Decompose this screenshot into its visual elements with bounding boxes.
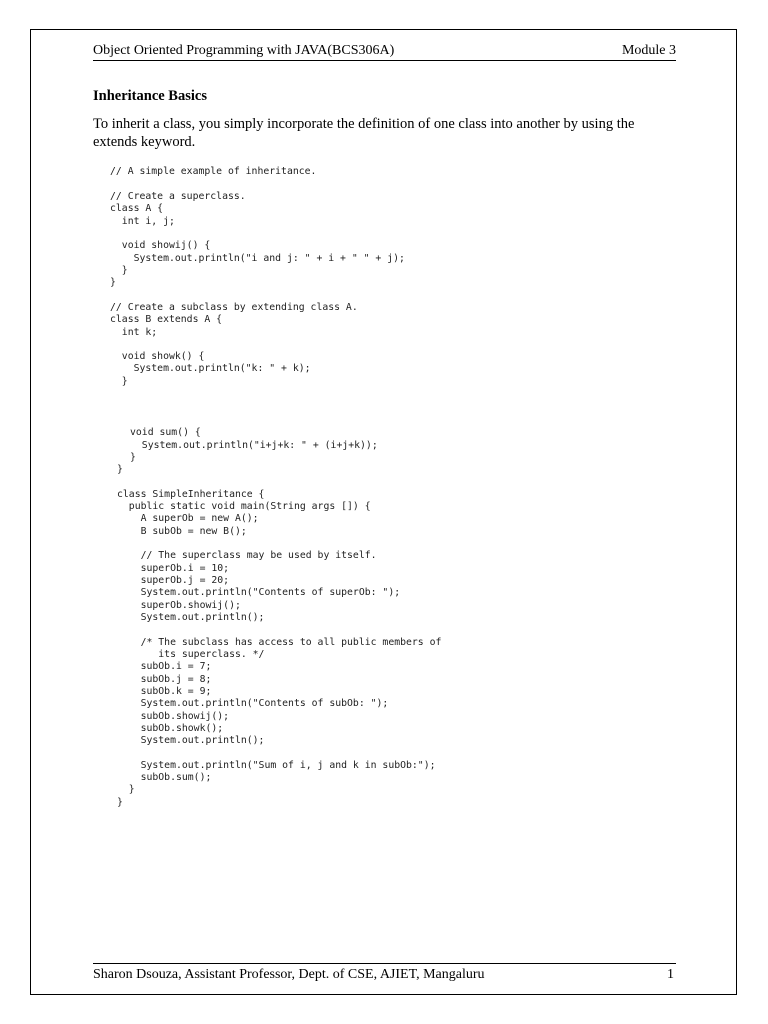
- code-line: }: [110, 277, 116, 288]
- code-line: // Create a subclass by extending class A.: [110, 302, 358, 313]
- author-credit: Sharon Dsouza, Assistant Professor, Dept. of CSE, AJIET, Mangaluru: [93, 967, 485, 982]
- intro-paragraph: [93, 115, 693, 151]
- code-line: System.out.println("Contents of subOb: ");: [117, 698, 389, 709]
- code-line: superOb.j = 20;: [117, 575, 230, 586]
- page-header: [93, 42, 676, 61]
- paragraph-line: extends keyword.: [93, 134, 196, 150]
- section-heading: Inheritance Basics: [93, 88, 207, 104]
- code-line: subOb.sum();: [117, 772, 212, 783]
- code-line: void showij() {: [110, 240, 211, 251]
- code-line: subOb.i = 7;: [117, 661, 212, 672]
- code-line: // A simple example of inheritance.: [110, 166, 317, 177]
- code-line: // The superclass may be used by itself.: [117, 550, 377, 561]
- code-line: System.out.println();: [117, 735, 265, 746]
- code-line: }: [110, 265, 128, 276]
- code-line: }: [117, 797, 123, 808]
- page-footer: [93, 963, 676, 984]
- code-line: B subOb = new B();: [117, 526, 247, 537]
- code-line: superOb.showij();: [117, 600, 241, 611]
- code-line: class A {: [110, 203, 164, 214]
- code-line: int i, j;: [110, 216, 175, 227]
- course-title: Object Oriented Programming with JAVA(BCS306A): [93, 43, 395, 58]
- code-line: subOb.k = 9;: [117, 686, 212, 697]
- page-number: 1: [667, 967, 674, 982]
- module-label: Module 3: [621, 43, 676, 58]
- code-line: its superclass. */: [117, 649, 265, 660]
- code-line: subOb.j = 8;: [117, 674, 212, 685]
- code-line: class B extends A {: [110, 314, 223, 325]
- code-line: System.out.println("i and j: " + i + " " + j);: [110, 253, 405, 264]
- paragraph-line: To inherit a class, you simply incorporate the definition of one class into another by using the: [93, 116, 635, 132]
- code-line: System.out.println("Contents of superOb: ");: [117, 587, 401, 598]
- code-line: System.out.println("k: " + k);: [110, 363, 311, 374]
- code-line: /* The subclass has access to all public members of: [117, 637, 442, 648]
- code-line: subOb.showij();: [117, 711, 230, 722]
- code-line: void showk() {: [110, 351, 205, 362]
- code-line: System.out.println();: [117, 612, 265, 623]
- code-line: public static void main(String args []) {: [117, 501, 371, 512]
- code-line: int k;: [110, 327, 158, 338]
- code-line: subOb.showk();: [117, 723, 224, 734]
- code-line: }: [130, 452, 136, 463]
- code-line: superOb.i = 10;: [117, 563, 230, 574]
- code-line: }: [110, 376, 128, 387]
- code-line: System.out.println("Sum of i, j and k in subOb:");: [117, 760, 436, 771]
- code-line: // Create a superclass.: [110, 191, 246, 202]
- code-line: void sum() {: [130, 427, 201, 438]
- code-line: class SimpleInheritance {: [117, 489, 265, 500]
- code-line: System.out.println("i+j+k: " + (i+j+k));: [130, 440, 378, 451]
- code-line: }: [117, 784, 135, 795]
- code-line: A superOb = new A();: [117, 513, 259, 524]
- code-line: }: [117, 464, 123, 475]
